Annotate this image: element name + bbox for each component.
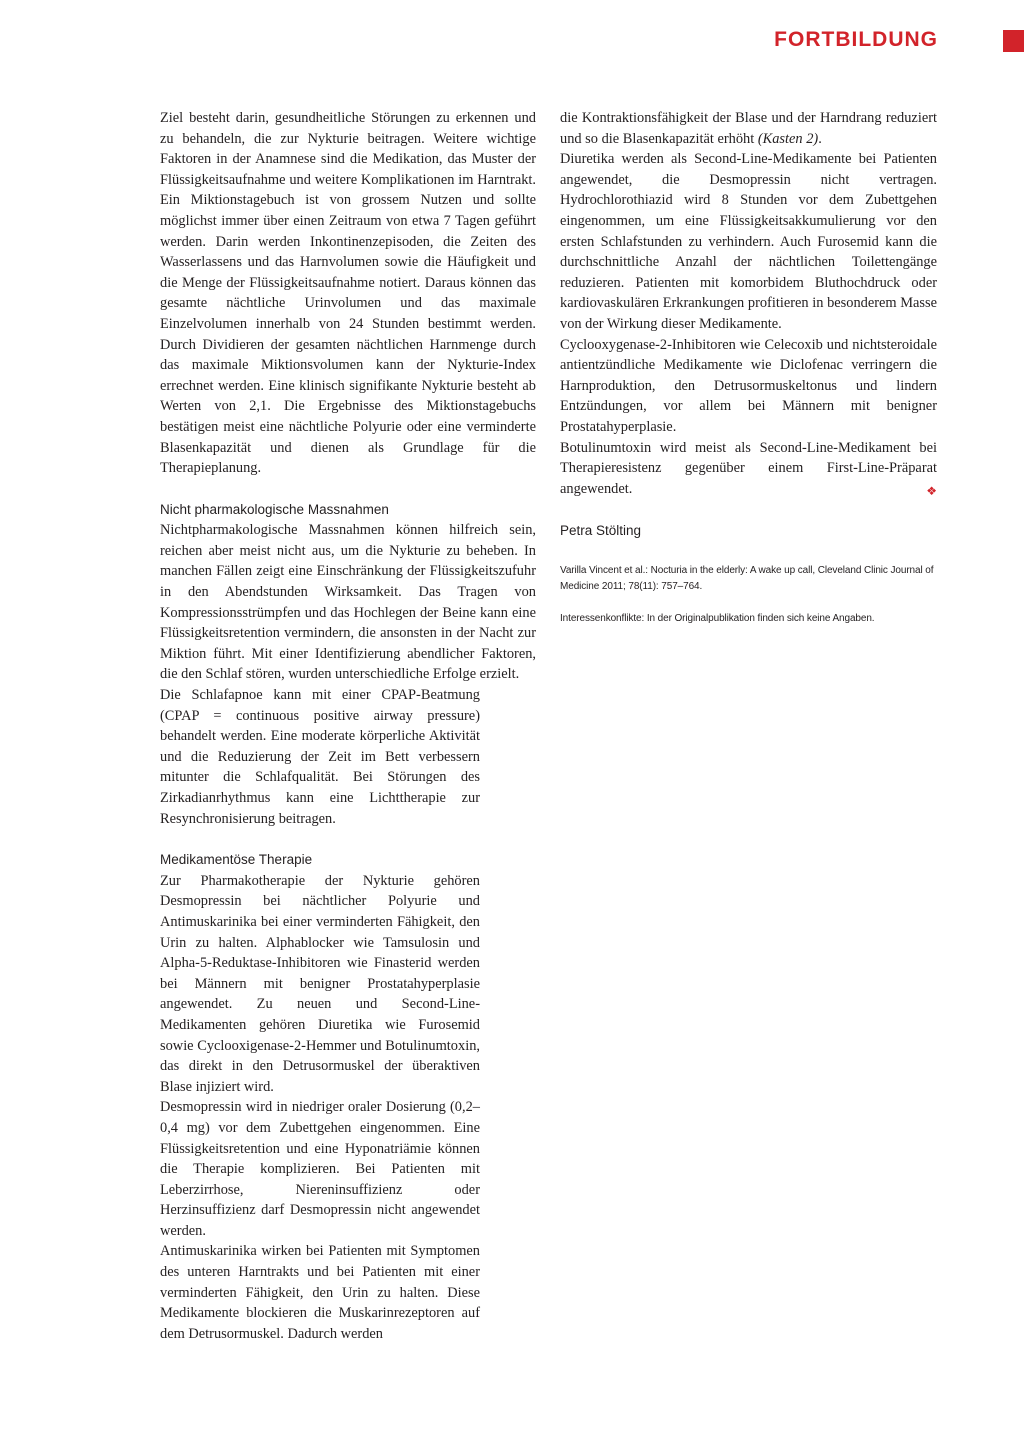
intro-paragraph: Ziel besteht darin, gesundheitliche Störungen zu erkennen und zu behandeln, die zur Nykturie beitragen. Weitere wichtige Faktoren in der Anamnese sind die Medikation, das Muster der Flüssigkeitsaufnahme und weitere Komplikationen im Harntrakt. Ein Miktionstagebuch ist von grossem Nutzen und sollte möglichst immer über einen Zeitraum von etwa 7 Tagen geführt werden. Darin werden Inkontinenzepisoden, die Zeiten des Wasserlassens und das Harnvolumen sowie die Häufigkeit und die Menge der Flüssigkeitsaufnahme notiert. Daraus können das gesamte nächtliche Urinvolumen und das maximale Einzelvolumen innerhalb von 24 Stunden bestimmt werden. Durch Dividieren der gesamten nächtlichen Harnmenge durch das maximale Miktionsvolumen kann der Nykturie-Index errechnet werden. Eine klinisch signifikante Nykturie besteht ab Werten von 2,1. Die Ergebnisse des Miktionstagebuchs bestätigen meist eine nächtliche Polyurie oder eine verminderte Blasenkapazität und dienen als Grundlage für die Therapieplanung. [160, 110, 536, 477]
right-paragraph-4 [560, 438, 937, 500]
section-color-block [1003, 30, 1024, 52]
article-end-icon: ❖ [926, 483, 937, 498]
left-column [160, 108, 536, 1344]
section-heading-non-pharmacological: Nicht pharmakologische Massnahmen [160, 501, 389, 517]
right-paragraph-1-text: die Kontraktionsfähigkeit der Blase und der Harndrang reduziert und so die Blasenkapazität erhöht [560, 110, 937, 147]
non-pharmacological-paragraph-a: Nichtpharmakologische Massnahmen können hilfreich sein, reichen aber meist nicht aus, um die Nykturie zu beheben. In manchen Fällen zeigt eine Einschränkung der Flüssigkeitszufuhr in den Abendstunden Wirksamkeit. Das Tragen von Kompressionsstrümpfen und das Hochlegen der Beine kann eine Flüssigkeitsretention vermindern, die ansonsten in der Nacht zur Miktion führt. Mit einer Identifizierung abendlicher Faktoren, die den Schlaf stören, wurden unterschiedliche Erfolge erzielt. [160, 522, 536, 683]
right-paragraph-2: Diuretika werden als Second-Line-Medikamente bei Patienten angewendet, die Desmopressin nicht vertragen. Hydrochlorothiazid wird 8 Stunden vor dem Zubettgehen eingenommen, um eine Flüssigkeitsakkumulierung vor den ersten Schlafstunden zu verhindern. Auch Furosemid kann die durchschnittliche Anzahl der nächtlichen Toilettengänge reduzieren. Patienten mit komorbidem Bluthochdruck oder kardiovaskulären Erkrankungen profitieren in besonderem Masse von der Wirkung dieser Medikamente. [560, 151, 937, 332]
section-heading-drug-therapy: Medikamentöse Therapie [160, 852, 313, 868]
right-paragraph-1 [560, 108, 937, 149]
box-reference: (Kasten 2) [757, 130, 819, 147]
drug-therapy-paragraph-3: Antimuskarinika wirken bei Patienten mit Symptomen des unteren Harntrakts und bei Patienten mit einer verminderten Fähigkeit, den Urin zu halten. Diese Medikamente blockieren die Muskarinrezeptoren auf dem Detrusormuskel. Dadurch werden [160, 1243, 480, 1342]
right-column [560, 108, 937, 627]
section-label: FORTBILDUNG [774, 28, 938, 51]
drug-therapy-paragraph-2: Desmopressin wird in niedriger oraler Dosierung (0,2–0,4 mg) vor dem Zubettgehen eingenommen. Eine Flüssigkeitsretention und eine Hyponatriämie können die Therapie komplizieren. Bei Patienten mit Leberzirrhose, Niereninsuffizienz oder Herzinsuffizienz darf Desmopressin nicht angewendet werden. [160, 1099, 480, 1239]
right-paragraph-3: Cyclooxygenase-2-Inhibitoren wie Celecoxib und nichtsteroidale antientzündliche Medikamente wie Diclofenac verringern die Harnproduktion, den Detrusormuskeltonus und lindern Entzündungen, vor allem bei Männern mit benigner Prostatahyperplasie. [560, 336, 937, 435]
drug-therapy-paragraph-1: Zur Pharmakotherapie der Nykturie gehören Desmopressin bei nächtlicher Polyurie und Antimuskarinika bei einer verminderten Fähigkeit, den Urin zu halten. Alphablocker wie Tamsulosin und Alpha-5-Reduktase-Inhibitoren wie Finasterid werden bei Männern mit benigner Prostatahyperplasie angewendet. Zu neuen und Second-Line-Medikamenten gehören Diuretika wie Furosemid sowie Cyclooxigenase-2-Hemmer und Botulinumtoxin, das direkt in den Detrusormuskel der überaktiven Blase injiziert wird. [160, 872, 480, 1095]
non-pharmacological-paragraph-b: Die Schlafapnoe kann mit einer CPAP-Beatmung (CPAP = continuous positive airway pressure) behandelt werden. Eine moderate körperliche Aktivität und die Reduzierung der Zeit im Bett verbessern mitunter die Schlafqualität. Bei Störungen des Zirkadianrhythmus kann eine Lichttherapie zur Resynchronisierung beitragen. [160, 687, 480, 827]
right-paragraph-4-text: Botulinumtoxin wird meist als Second-Line-Medikament bei Therapieresistenz gegenüber einem First-Line-Präparat angewendet. [560, 439, 937, 497]
author-name: Petra Stölting [560, 523, 642, 539]
reference-citation: Varilla Vincent et al.: Nocturia in the elderly: A wake up call, Cleveland Clinic Journal of Medicine 2011; 78(11): 757–764. [560, 565, 934, 592]
right-paragraph-1-end: . [818, 130, 822, 147]
conflict-of-interest-note: Interessenkonflikte: In der Originalpublikation finden sich keine Angaben. [560, 613, 875, 625]
